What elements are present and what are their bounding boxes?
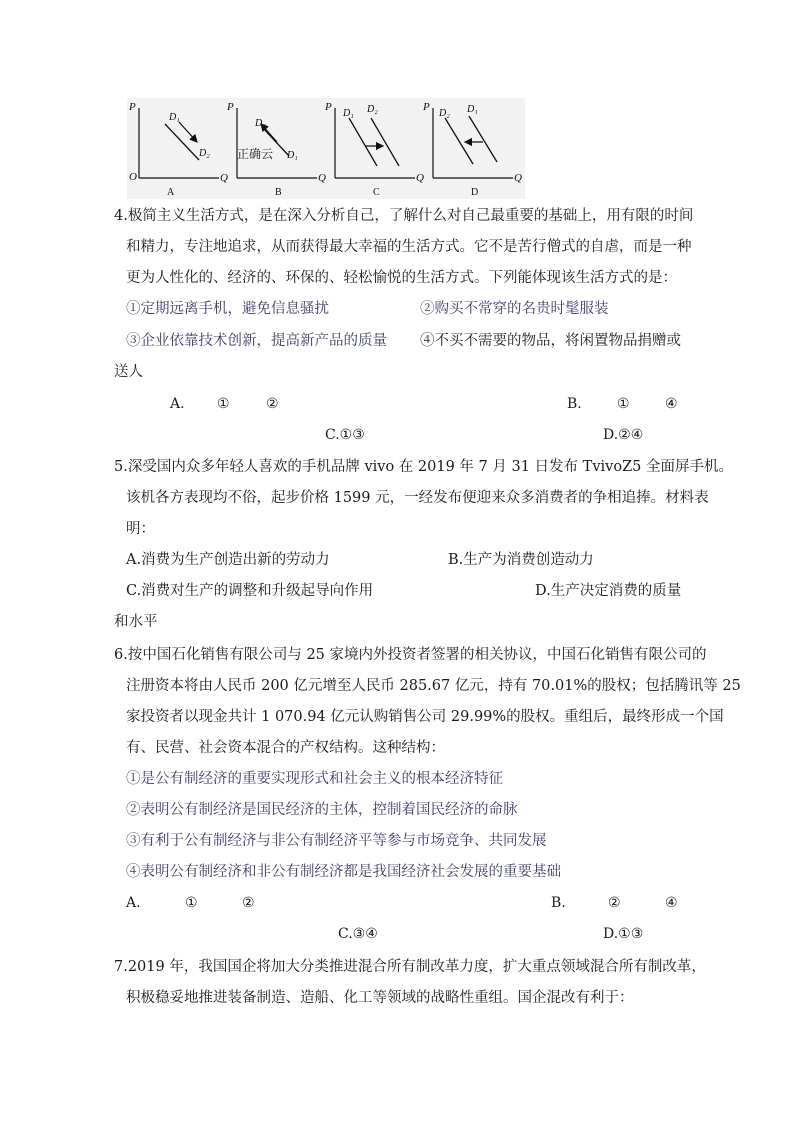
- graph-a-label: A: [167, 187, 175, 198]
- q5-stem-line3: 明：: [126, 521, 155, 537]
- q6-choice-d: D.①③: [603, 926, 644, 942]
- q4-choice-a-v2: ②: [266, 396, 279, 412]
- q4-stem-line1: 4.极简主义生活方式，是在深入分析自己，了解什么对自己最重要的基础上，用有限的时间: [114, 208, 694, 224]
- q4-choice-a-v1: ①: [217, 396, 230, 412]
- q6-option-3: ③有利于公有制经济与非公有制经济平等参与市场竞争、共同发展: [126, 833, 547, 849]
- q5-option-b: B.生产为消费创造动力: [448, 552, 594, 568]
- d1-label: D₁: [467, 104, 478, 115]
- axis-p-label: P: [423, 101, 430, 113]
- axis-q-label: Q: [514, 172, 522, 184]
- q6-stem-line4: 有、民营、社会资本混合的产权结构。这种结构：: [126, 740, 445, 756]
- q4-stem-line3: 更为人性化的、经济的、环保的、轻松愉悦的生活方式。下列能体现该生活方式的是：: [126, 270, 677, 286]
- demand-curve-figures: [127, 98, 525, 199]
- d2-label: D₂: [199, 148, 210, 159]
- graph-d-label: D: [471, 187, 479, 198]
- q6-choice-b-v1: ②: [608, 895, 621, 911]
- q4-choice-b-v1: ①: [617, 396, 630, 412]
- graph-c: [324, 101, 424, 198]
- q7-stem-line2: 积极稳妥地推进装备制造、造船、化工等领域的战略性重组。国企混改有利于：: [126, 990, 634, 1006]
- q6-choice-a-v2: ②: [242, 895, 255, 911]
- q6-option-4: ④表明公有制经济和非公有制经济都是我国经济社会发展的重要基础: [126, 864, 561, 880]
- q6-stem-line3: 家投资者以现金共计 1 070.94 亿元认购销售公司 29.99%的股权。重组后，最终形成一个国: [126, 709, 724, 725]
- axis-p-label: P: [325, 101, 332, 113]
- q6-choice-c: C.③④: [338, 926, 378, 942]
- q4-choice-d: D.②④: [603, 427, 644, 443]
- q4-option-4-cont: 送人: [114, 364, 143, 380]
- q4-stem-line2: 和精力，专注地追求，从而获得最大幸福的生活方式。它不是苦行僧式的自虐，而是一种: [126, 239, 692, 255]
- q7-stem-line1: 7.2019 年，我国国企将加大分类推进混合所有制改革力度，扩大重点领域混合所有制改革，: [114, 959, 706, 975]
- graph-a: [128, 101, 228, 198]
- q4-option-3: ③企业依靠技术创新，提高新产品的质量: [126, 333, 387, 349]
- d2-label: D₂: [255, 118, 266, 129]
- q5-option-a: A.消费为生产创造出新的劳动力: [126, 552, 330, 568]
- q6-choice-a: A.: [126, 895, 141, 911]
- q5-stem-line1: 5.深受国内众多年轻人喜欢的手机品牌 vivo 在 2019 年 7 月 31 日发布 TvivoZ5 全面屏手机。: [114, 459, 733, 475]
- d2-label: D₂: [367, 104, 378, 115]
- q6-choice-b-v2: ④: [665, 895, 678, 911]
- q6-choice-a-v1: ①: [185, 895, 198, 911]
- graph-c-label: C: [373, 187, 380, 198]
- q4-option-2: ②购买不常穿的名贵时髦服装: [420, 301, 609, 317]
- d1-label: D₁: [287, 150, 298, 161]
- watermark-text: 正确云: [237, 147, 274, 161]
- q4-choice-b-v2: ④: [665, 396, 678, 412]
- axis-p-label: P: [227, 101, 234, 113]
- axis-q-label: Q: [416, 172, 424, 184]
- d1-label: D₁: [343, 108, 354, 119]
- axis-q-label: Q: [318, 172, 326, 184]
- q6-stem-line1: 6.按中国石化销售有限公司与 25 家境内外投资者签署的相关协议，中国石化销售有限公司的: [114, 647, 707, 663]
- graph-b: [226, 101, 326, 198]
- q5-option-c: C.消费对生产的调整和升级起导向作用: [126, 583, 374, 599]
- axis-p-label: P: [129, 101, 136, 113]
- q4-choice-a: A.: [170, 396, 185, 412]
- q4-option-1: ①定期远离手机，避免信息骚扰: [126, 301, 329, 317]
- q5-option-d-cont: 和水平: [114, 614, 158, 630]
- q4-choice-c: C.①③: [325, 427, 365, 443]
- q6-choice-b: B.: [551, 895, 566, 911]
- d2-label: D₂: [439, 108, 450, 119]
- graph-d: [422, 101, 522, 198]
- q5-option-d: D.生产决定消费的质量: [535, 583, 682, 599]
- axis-q-label: Q: [220, 172, 228, 184]
- q6-option-1: ①是公有制经济的重要实现形式和社会主义的根本经济特征: [126, 771, 503, 787]
- q6-stem-line2: 注册资本将由人民币 200 亿元增至人民币 285.67 亿元，持有 70.01%的股权；包括腾讯等 25: [126, 678, 741, 694]
- q4-option-4: ④不买不需要的物品，将闲置物品捐赠或: [420, 333, 681, 349]
- origin-label: O: [129, 171, 137, 183]
- d1-label: D₁: [169, 112, 180, 123]
- demand-graphs-svg: [127, 98, 525, 199]
- graph-b-label: B: [275, 187, 282, 198]
- q5-stem-line2: 该机各方表现均不俗，起步价格 1599 元，一经发布便迎来众多消费者的争相追捧。材料表: [126, 490, 709, 506]
- q6-option-2: ②表明公有制经济是国民经济的主体，控制着国民经济的命脉: [126, 802, 518, 818]
- q4-choice-b: B.: [567, 396, 582, 412]
